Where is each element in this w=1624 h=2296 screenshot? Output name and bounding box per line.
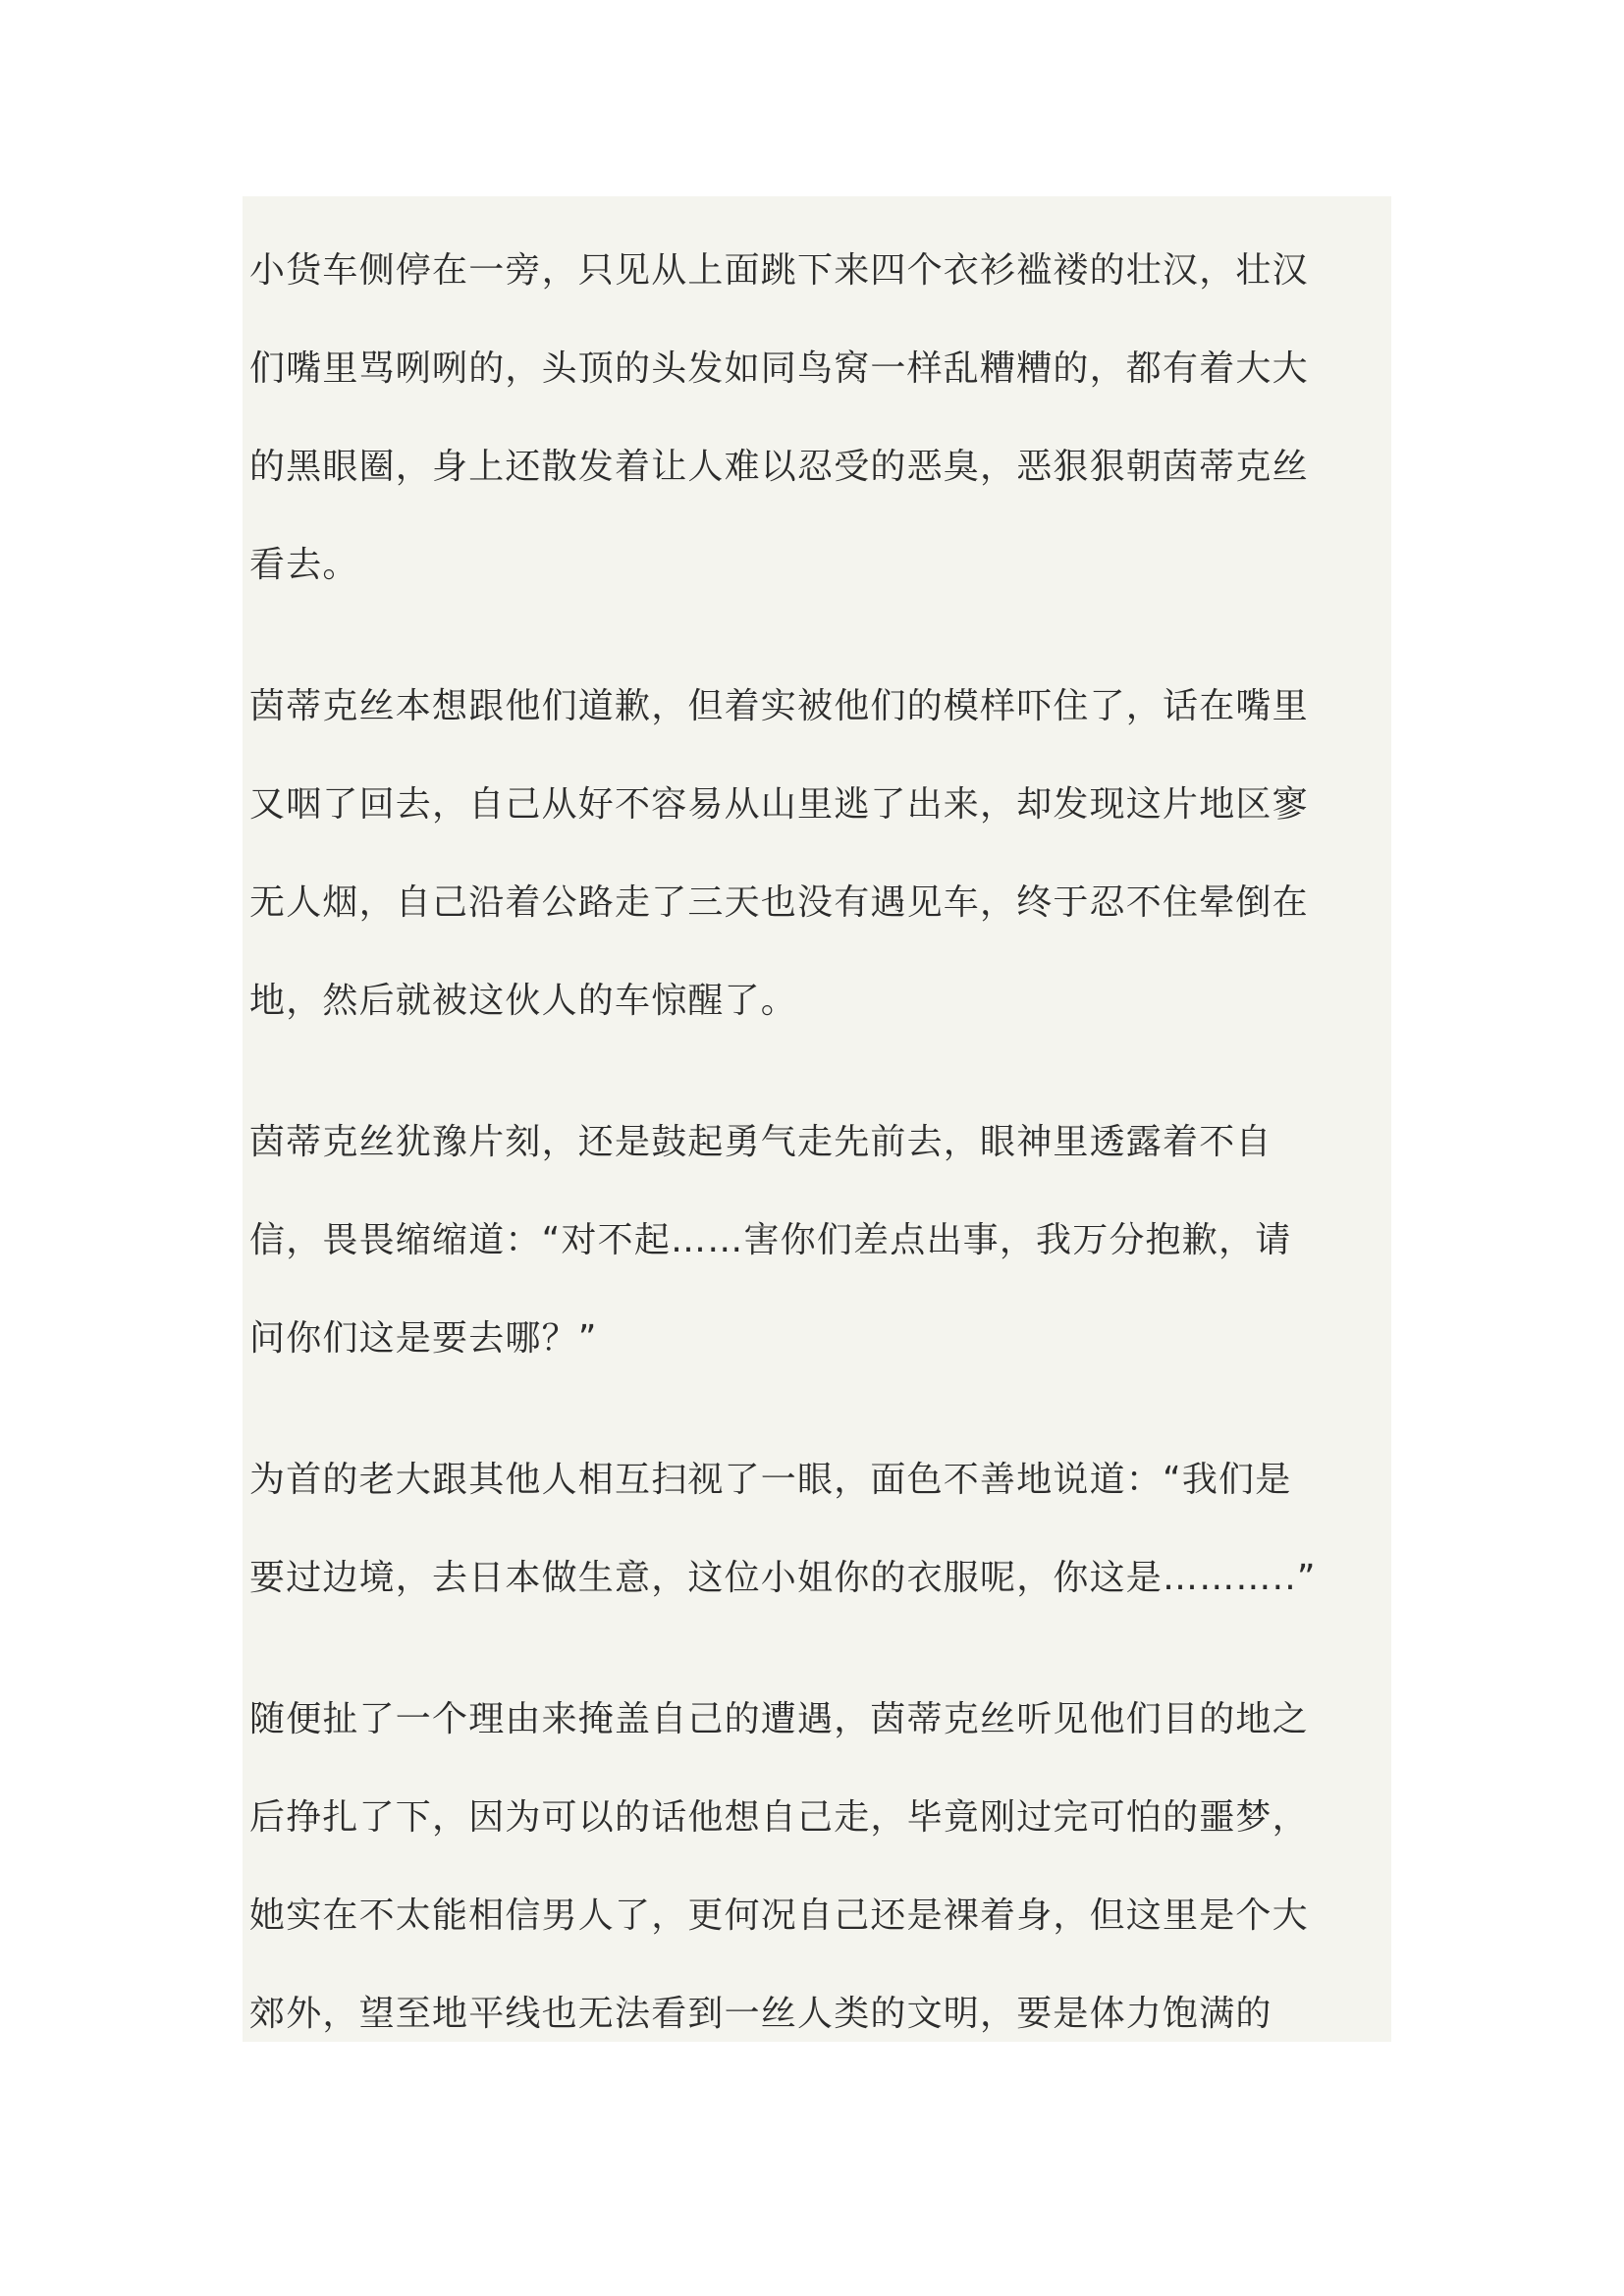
paragraph-spacer [249, 1050, 1391, 1094]
text-line: 郊外，望至地平线也无法看到一丝人类的文明，要是体力饱满的 [249, 1994, 1272, 2034]
text-line: 她实在不太能相信男人了，更何况自己还是裸着身，但这里是个大 [249, 1896, 1309, 1936]
paragraph-spacer [249, 1388, 1391, 1431]
paragraph-3 [249, 1094, 1391, 1388]
text-line: 无人烟，自己沿着公路走了三天也没有遇见车，终于忍不住晕倒在 [249, 882, 1309, 923]
paragraph-1 [249, 222, 1391, 614]
text-line: 信，畏畏缩缩道：“对不起……害你们差点出事，我万分抱歉，请 [249, 1220, 1292, 1260]
text-line: 的黑眼圈，身上还散发着让人难以忍受的恶臭，恶狠狠朝茵蒂克丝 [249, 447, 1309, 487]
text-line: 为首的老大跟其他人相互扫视了一眼，面色不善地说道：“我们是 [249, 1460, 1292, 1500]
text-line: 要过边境，去日本做生意，这位小姐你的衣服呢，你这是………..” [249, 1558, 1317, 1598]
paragraph-2 [249, 658, 1391, 1050]
text-line: 又咽了回去，自己从好不容易从山里逃了出来，却发现这片地区寥 [249, 784, 1309, 825]
text-line: 们嘴里骂咧咧的，头顶的头发如同鸟窝一样乱糟糟的，都有着大大 [249, 348, 1309, 389]
text-line: 小货车侧停在一旁，只见从上面跳下来四个衣衫褴褛的壮汉，壮汉 [249, 250, 1309, 291]
paragraph-spacer [249, 1628, 1391, 1671]
paragraph-spacer [249, 614, 1391, 658]
text-line: 看去。 [249, 545, 359, 585]
document-text-block [243, 196, 1391, 2042]
text-line: 茵蒂克丝犹豫片刻，还是鼓起勇气走先前去，眼神里透露着不自 [249, 1122, 1272, 1162]
text-line: 随便扯了一个理由来掩盖自己的遭遇，茵蒂克丝听见他们目的地之 [249, 1699, 1309, 1739]
paragraph-4 [249, 1431, 1391, 1628]
text-line: 后挣扎了下，因为可以的话他想自己走，毕竟刚过完可怕的噩梦， [249, 1797, 1309, 1838]
paragraph-5 [249, 1671, 1391, 2063]
text-line: 问你们这是要去哪？” [249, 1318, 598, 1359]
text-line: 茵蒂克丝本想跟他们道歉，但着实被他们的模样吓住了，话在嘴里 [249, 686, 1309, 726]
text-line: 地，然后就被这伙人的车惊醒了。 [249, 981, 798, 1021]
